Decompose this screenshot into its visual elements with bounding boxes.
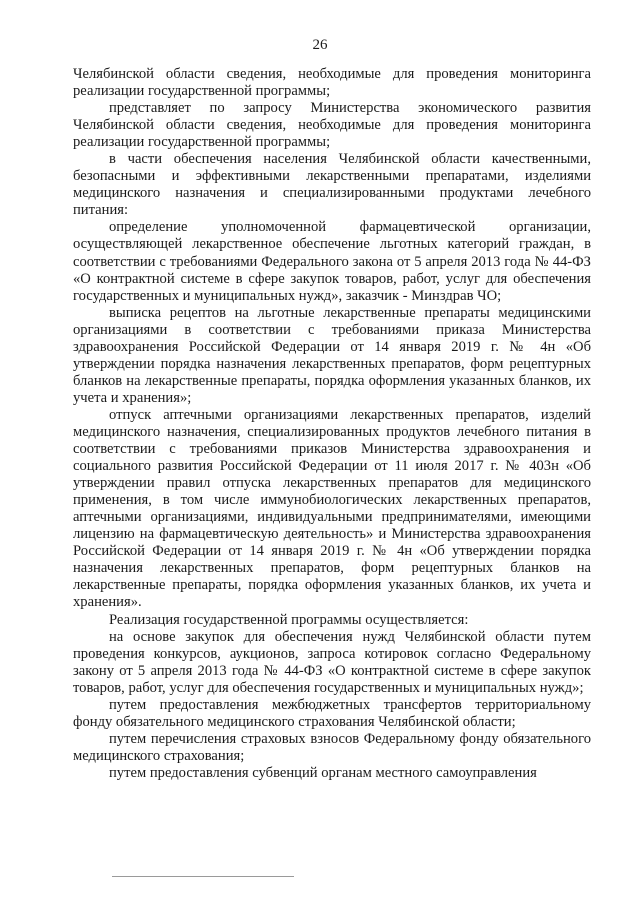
paragraph: в части обеспечения населения Челябинской области качественными, безопасными и эффективными лекарственными препаратами, изделиями медицинского назначения и специализированными продуктами лечебного питания: <box>73 151 591 219</box>
paragraph: путем предоставления субвенций органам местного самоуправления <box>109 764 537 781</box>
paragraph: отпуск аптечными организациями лекарственных препаратов, изделий медицинского назначения, специализированных продуктов лечебного питания в соответствии с требованиями приказов Министерства здравоохранения и социального развития Российской Федерации от 11 июля 2017 г. № 403н «Об утверждении правил отпуска лекарственных препаратов для медицинского применения, в том числе иммунобиологических лекарственных препаратов, аптечными организациями, индивидуальными предпринимателями, имеющими лицензию на фармацевтическую деятельность» и Министерства здравоохранения Российской Федерации от 14 января 2019 г. № 4н «Об утверждении порядка назначения лекарственных препаратов, форм рецептурных бланков на лекарственные препараты, порядка оформления указанных бланков, их учета и хранения». <box>73 406 591 611</box>
paragraph: определение уполномоченной фармацевтической организации, осуществляющей лекарственное обеспечение льготных категорий граждан, в соответствии с требованиями Федерального закона от 5 апреля 2013 года № 44-ФЗ «О контрактной системе в сфере закупок товаров, работ, услуг для обеспечения государственных и муниципальных нужд», заказчик - Минздрав ЧО; <box>73 219 591 304</box>
footnote-separator <box>112 876 294 877</box>
paragraph: выписка рецептов на льготные лекарственные препараты медицинскими организациями в соответствии с требованиями приказа Министерства здравоохранения Российской Федерации от 14 января 2019 г. № 4н «Об утверждении порядка назначения лекарственных препаратов, форм рецептурных бланков на лекарственные препараты, порядка оформления указанных бланков, их учета и хранения»; <box>73 304 591 406</box>
paragraph: путем предоставления межбюджетных трансфертов территориальному фонду обязательного медицинского страхования Челябинской области; <box>73 696 591 730</box>
paragraph: Реализация государственной программы осуществляется: <box>109 611 469 628</box>
page-number: 26 <box>312 37 328 53</box>
paragraph: путем перечисления страховых взносов Федеральному фонду обязательного медицинского страхования; <box>73 730 591 764</box>
paragraph: представляет по запросу Министерства экономического развития Челябинской области сведения, необходимые для проведения мониторинга реализации государственной программы; <box>73 100 591 151</box>
paragraph-continuation: Челябинской области сведения, необходимые для проведения мониторинга реализации государственной программы; <box>73 66 591 100</box>
document-body <box>73 66 591 782</box>
paragraph: на основе закупок для обеспечения нужд Челябинской области путем проведения конкурсов, аукционов, запроса котировок согласно Федеральному закону от 5 апреля 2013 года № 44-ФЗ «О контрактной системе в сфере закупок товаров, работ, услуг для обеспечения государственных и муниципальных нужд»; <box>73 628 591 696</box>
